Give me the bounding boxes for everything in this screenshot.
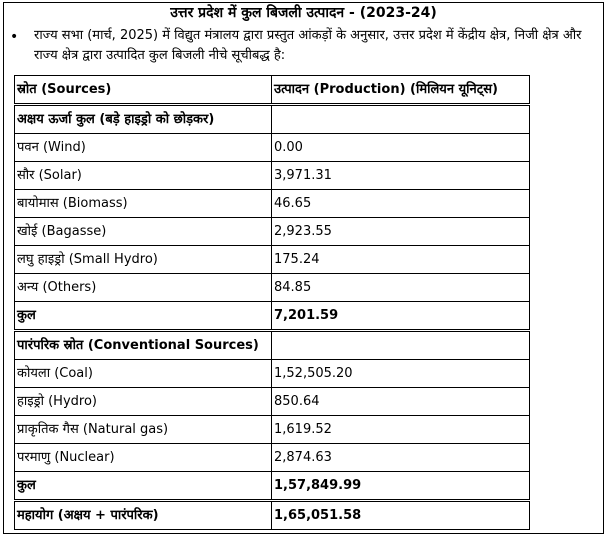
value-cell: 2,923.55	[272, 218, 530, 246]
source-cell: कुल	[15, 302, 272, 331]
source-cell: कुल	[15, 472, 272, 501]
source-cell: हाइड्रो (Hydro)	[15, 388, 272, 416]
value-cell: 2,874.63	[272, 444, 530, 472]
source-cell: खोई (Bagasse)	[15, 218, 272, 246]
table-row	[15, 105, 530, 134]
source-cell: सौर (Solar)	[15, 162, 272, 190]
production-table	[14, 75, 530, 530]
table-row	[15, 388, 530, 416]
value-cell: 3,971.31	[272, 162, 530, 190]
value-cell: 850.64	[272, 388, 530, 416]
table-row-total	[15, 472, 530, 501]
table-row-grand-total	[15, 501, 530, 530]
header-sources: स्रोत (Sources)	[15, 76, 272, 105]
table-row-total	[15, 302, 530, 331]
value-cell: 84.85	[272, 274, 530, 302]
table-row	[15, 444, 530, 472]
value-cell: 1,57,849.99	[272, 472, 530, 501]
bullet-icon: •	[10, 29, 19, 45]
intro-text: राज्य सभा (मार्च, 2025) में विद्युत मंत्रालय द्वारा प्रस्तुत आंकड़ों के अनुसार, उत्तर प्रदेश में केंद्रीय क्षेत्र, निजी क्षेत्र और राज्य क्षेत्र द्वारा उत्पादित कुल बिजली नीचे सूचीबद्ध है:	[34, 28, 582, 63]
source-cell: पवन (Wind)	[15, 134, 272, 162]
value-cell: 0.00	[272, 134, 530, 162]
table-row	[15, 360, 530, 388]
value-cell: 1,65,051.58	[272, 501, 530, 530]
source-cell: परमाणु (Nuclear)	[15, 444, 272, 472]
table-row	[15, 416, 530, 444]
intro-bullet	[10, 26, 602, 66]
table-row	[15, 190, 530, 218]
value-cell: 1,52,505.20	[272, 360, 530, 388]
source-cell: प्राकृतिक गैस (Natural gas)	[15, 416, 272, 444]
table-row	[15, 218, 530, 246]
table-row	[15, 162, 530, 190]
table-row	[15, 274, 530, 302]
document-title: उत्तर प्रदेश में कुल बिजली उत्पादन - (2023-24)	[170, 5, 437, 21]
table-header-row	[15, 76, 530, 105]
value-cell: 46.65	[272, 190, 530, 218]
source-cell: बायोमास (Biomass)	[15, 190, 272, 218]
table-row	[15, 331, 530, 360]
header-production: उत्पादन (Production) (मिलियन यूनिट्स)	[272, 76, 530, 105]
table-row	[15, 246, 530, 274]
source-cell: कोयला (Coal)	[15, 360, 272, 388]
value-cell: 175.24	[272, 246, 530, 274]
value-cell: 1,619.52	[272, 416, 530, 444]
source-cell: लघु हाइड्रो (Small Hydro)	[15, 246, 272, 274]
value-cell	[272, 105, 530, 134]
source-cell: पारंपरिक स्रोत (Conventional Sources)	[15, 331, 272, 360]
source-cell: महायोग (अक्षय + पारंपरिक)	[15, 501, 272, 530]
value-cell: 7,201.59	[272, 302, 530, 331]
source-cell: अक्षय ऊर्जा कुल (बड़े हाइड्रो को छोड़कर)	[15, 105, 272, 134]
source-cell: अन्य (Others)	[15, 274, 272, 302]
table-row	[15, 134, 530, 162]
value-cell	[272, 331, 530, 360]
